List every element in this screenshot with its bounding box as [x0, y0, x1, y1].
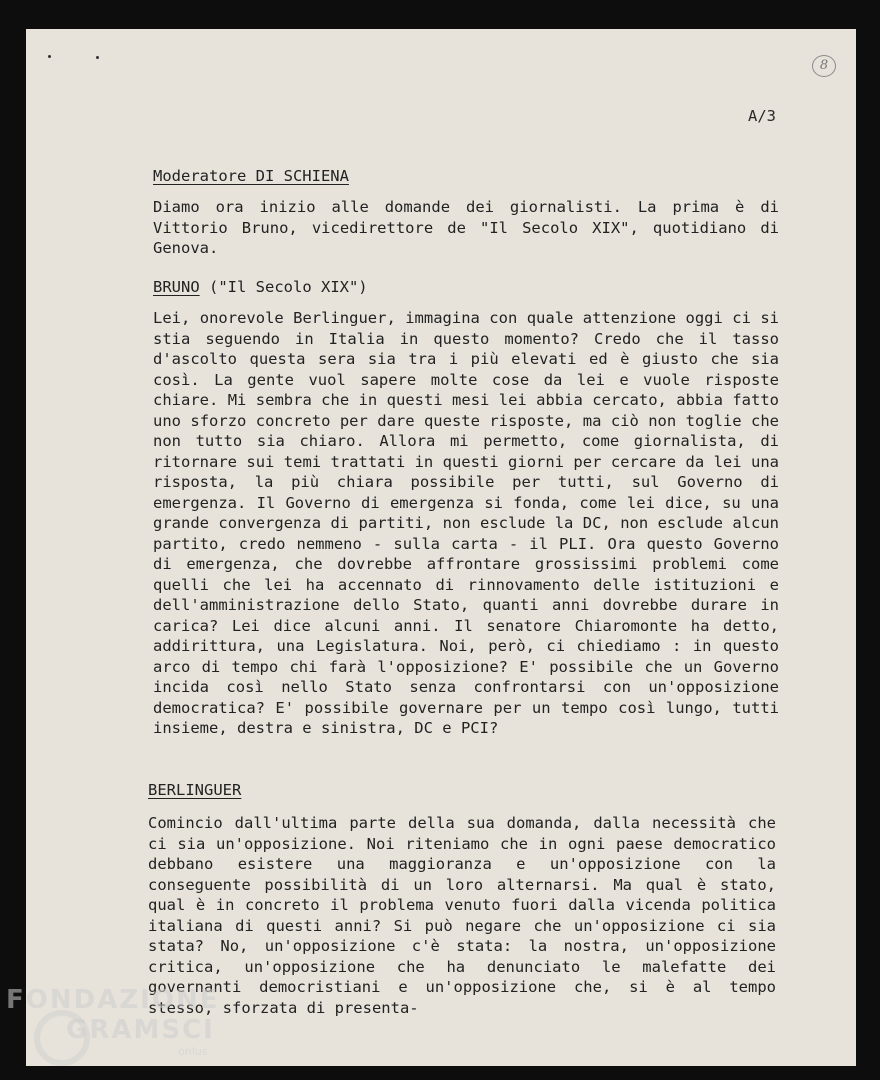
section-heading-moderatore: Moderatore DI SCHIENA — [153, 167, 349, 185]
section-heading-berlinguer: BERLINGUER — [148, 781, 242, 799]
section-paragraph-bruno: Lei, onorevole Berlinguer, immagina con quale attenzione oggi ci si stia seguendo in Italia in questo momento? Credo che il tasso d'ascolto questa sera sia tra i più elevati ed è giusto che sia così. La gente vuol sapere molte cose da lei e vuole risposte chiare. Mi sembra che in questi mesi lei abbia cercato, abbia fatto uno sforzo concreto per dare queste risposte, ma ciò non toglie che non tutto sia chiaro. Allora mi permetto, come giornalista, di ritornare sui temi trattati in questi giorni per cercare da lei una risposta, la più chiara possibile per tutti, sul Governo di emergenza. Il Governo di emergenza si fonda, come lei dice, su una grande convergenza di partiti, non esclude la DC, non esclude alcun partito, credo nemmeno - sulla carta - il PLI. Ora questo Governo di emergenza, che dovrebbe affrontare grossissimi problemi come quelli che lei ha accennato di rinnovamento delle istituzioni e dell'amministrazione dello Stato, quanti anni dovrebbe durare in carica? Lei dice alcuni anni. Il senatore Chiaromonte ha detto, addirittura, una Legislatura. Noi, però, ci chiediamo : in questo arco di tempo chi farà l'opposizione? E' possibile che un Governo incida così nello Stato senza confrontarsi con un'opposizione democratica? E' possibile governare per un tempo così lungo, tutti insieme, destra e sinistra, DC e PCI? — [153, 309, 779, 737]
section-heading-bruno: BRUNO ("Il Secolo XIX") — [153, 278, 368, 296]
document-page — [26, 29, 856, 1066]
paper-speck — [48, 55, 51, 58]
watermark-line-3: onlus — [178, 1045, 208, 1058]
sheet-number: 8 — [812, 55, 836, 77]
section-paragraph-berlinguer: Comincio dall'ultima parte della sua domanda, dalla necessità che ci sia un'opposizione. Noi riteniamo che in ogni paese democratico debbano esistere una maggioranza e un'opposizione con la conseguente possibilità di un loro alternarsi. Ma qual è stato, qual è in concreto il problema venuto fuori dalla vicenda politica italiana di questi anni? Si può negare che un'opposizione ci sia stata? No, un'opposizione c'è stata: la nostra, un'opposizione critica, un'opposizione che ha denunciato le malefatte dei governanti democristiani e un'opposizione che, si è al tempo stesso, sforzata di presenta- — [148, 814, 776, 1017]
page-reference: A/3 — [748, 107, 776, 125]
section-paragraph-moderatore: Diamo ora inizio alle domande dei giornalisti. La prima è di Vittorio Bruno, vicedirettore de "Il Secolo XIX", quotidiano di Genova. — [153, 198, 779, 257]
paper-speck — [96, 56, 99, 59]
watermark-line-2: GRAMSCI — [66, 1015, 215, 1045]
watermark — [6, 985, 219, 1058]
watermark-line-1: FONDAZIONE — [6, 985, 220, 1015]
